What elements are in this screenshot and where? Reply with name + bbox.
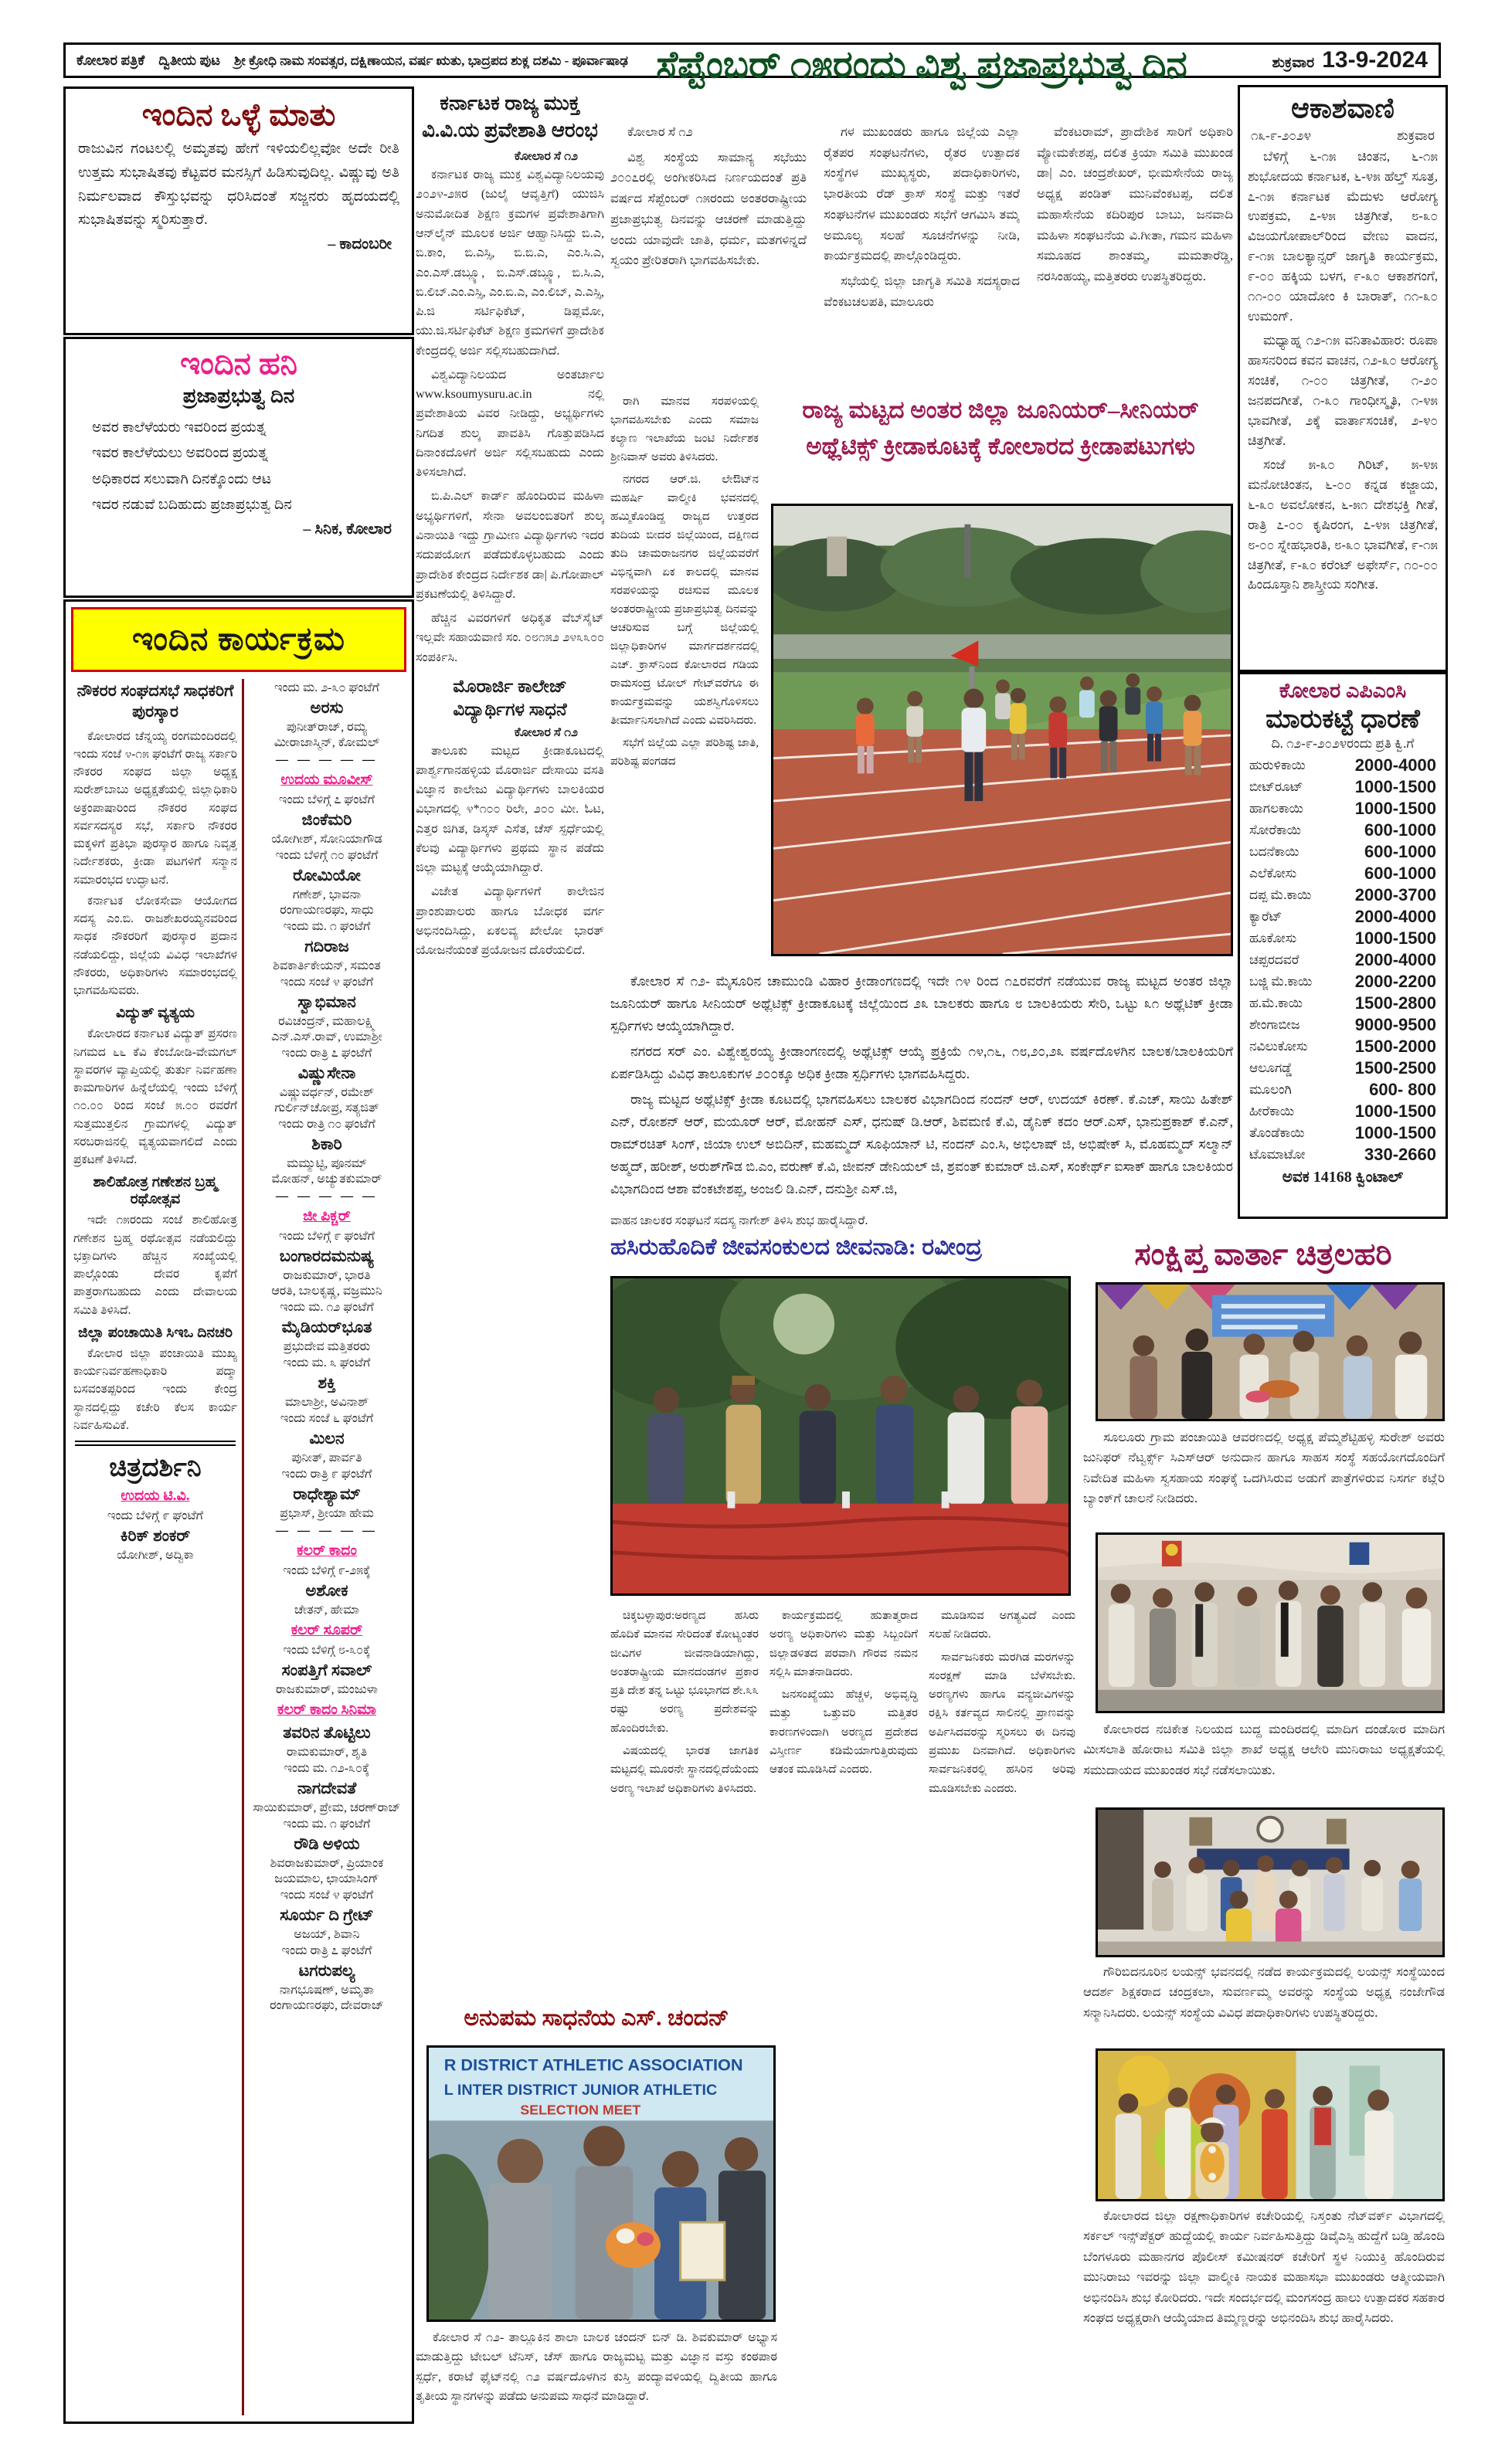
poem-line: ಅಧಿಕಾರದ ಸಲುವಾಗಿ ದಿನಕ್ಕೊಂದು ಆಟ — [92, 470, 272, 487]
listing-item: ಶಿಕಾರಿ — [311, 1135, 342, 1153]
apmc-row — [1240, 1079, 1446, 1101]
apmc-row — [1240, 1014, 1446, 1036]
open-univ-paras — [416, 165, 604, 667]
banner-text-3: SELECTION MEET — [520, 2102, 641, 2118]
listing-item: ರೌಡಿ ಅಳಿಯ — [294, 1834, 360, 1853]
listing-item: ಗಣೇಶ್, ಭಾವನಾ — [292, 888, 362, 901]
program-box — [63, 599, 414, 2424]
program-item: ಕರ್ನಾಟಕ ಲೋಕಸೇವಾ ಆಯೋಗದ ಸದಸ್ಯ ಎಂ.ಬಿ. ರಾಜಶೇಖರಯ್ಯನವರಿಂದ ಸಾಧಕ ನೌಕರರಿಗೆ ಪುರಸ್ಕಾರ ಪ್ರದಾನ ನಡೆಯಲಿದ್ದು, ಜಿಲ್ಲೆಯ ವಿವಿಧ ಇಲಾಖೆಗಳ ನೌಕರರು, ಅಧಿಕಾರಿಗಳು ಸಮಾರಂಭದಲ್ಲಿ ಭಾಗವಹಿಸುವರು. — [73, 894, 237, 998]
commodity-name: ಹಾಗಲಕಾಯಿ — [1249, 801, 1303, 816]
commodity-name: ಹೀರೆಕಾಯಿ — [1249, 1104, 1295, 1118]
apmc-row — [1240, 1036, 1446, 1057]
cutlery-bank-photo-graphic — [1098, 1285, 1442, 1419]
listing-item: ನಾಗದೇವತೆ — [297, 1779, 357, 1797]
morarji-heading: ಮೊರಾರ್ಜಿ ಕಾಲೇಜ್ ವಿದ್ಯಾರ್ಥಿಗಳ ಸಾಧನೆ — [453, 676, 567, 719]
weekday: ಶುಕ್ರವಾರ — [1272, 55, 1315, 71]
commodity-name: ಬೀಟ್‌ರೂಟ್ — [1249, 779, 1303, 794]
good-word-title: ಇಂದಿನ ಒಳ್ಳೆ ಮಾತು — [141, 97, 336, 132]
listing-item: ಶಕ್ತಿ — [318, 1373, 336, 1392]
commodity-name: ದಪ್ಪ ಮೆ.ಕಾಯಿ — [1249, 888, 1312, 902]
paragraph: ಮೂಡಿಸುವ ಅಗತ್ಯವಿದೆ ಎಂದು ಸಲಹೆ ನೀಡಿದರು. — [929, 1610, 1075, 1641]
commodity-name: ಟೊಮಾಟೋ — [1249, 1147, 1306, 1162]
listing-item: ಯೋಗೀಶ್, ಸೋನಿಯಾಗೌಡ — [271, 833, 382, 846]
listing-item: ಪ್ರಭಾಸ್, ಶ್ರೀಯಾ ಹೇಮ — [280, 1507, 374, 1520]
brief-caption-1: ಸೂಲೂರು ಗ್ರಾಮ ಪಂಚಾಯಿತಿ ಆವರಣದಲ್ಲಿ ಅಧ್ಯಕ್ಷ ಪೆಮ್ಮಶೆಟ್ಟಿಹಳ್ಳಿ ಸುರೇಶ್ ಅವರು ಜುನಿಫರ್ ನೆಟ್ವರ್ಕ್ಸ್ ಸಿಎಸ್‌ಆರ್ ಅನುದಾನ ಹಾಗೂ ಸಾಹಸ ಸಂಸ್ಥೆ ಸಹಯೋಗದೊಂದಿಗೆ ನಿವೇದಿತ ಮಹಿಳಾ ಸ್ವಸಹಾಯ ಸಂಘಕ್ಕೆ ಒದಗಿಸಿರುವ ಅಡುಗೆ ಪಾತ್ರೆಗಳಿರುವ ನಿಸರ್ಗ ಕಟ್ಲೆರಿ ಬ್ಯಾಂಕ್‌ಗೆ ಚಾಲನೆ ನೀಡಿದರು. — [1083, 1430, 1445, 1506]
democracy-headline: ಸೆಪ್ಟೆಂಬರ್ ೧೫ರಂದು ವಿಶ್ವ ಪ್ರಜಾಪ್ರಭುತ್ವ ದಿನ — [656, 43, 1187, 86]
apmc-box — [1238, 672, 1448, 1219]
listing-item: ಇಂದು ಸಂಜೆ ೪ ಘಂಟೆಗೆ — [280, 1889, 374, 1902]
paragraph: ಕಾರ್ಯಕ್ರಮದಲ್ಲಿ ಹುತಾತ್ಮರಾದ ಅರಣ್ಯ ಅಧಿಕಾರಿಗಳು ಮತ್ತು ಸಿಬ್ಬಂದಿಗೆ ಜಿಲ್ಲಾಡಳಿತದ ಪರವಾಗಿ ಗೌರವ ನಮನ ಸಲ್ಲಿಸಿ ಮಾತನಾಡಿದರು. — [769, 1610, 918, 1678]
athletics-article — [610, 970, 1233, 1211]
apmc-dateline: ದಿ. ೧೨-೯-೨೦೨೪ರಂದು ಪ್ರತಿ ಕ್ವಿ.ಗೆ — [1271, 736, 1415, 751]
listing-item: ಸಂಪತ್ತಿಗೆ ಸವಾಲ್ — [281, 1661, 372, 1679]
green-col-3 — [929, 1607, 1075, 2418]
anupama-caption: ಕೋಲಾರ ಸೆ ೧೨- ತಾಲ್ಲೂಕಿನ ಶಾಲಾ ಬಾಲಕ ಚಂದನ್ ಬಿನ್ ಡಿ. ಶಿವಕುಮಾರ್ ಅಭ್ಯಾಸ ಮಾಡುತ್ತಿದ್ದು ಟೇಬಲ್ ಟೆನಿಸ್, ಚೆಸ್ ಹಾಗೂ ರಾಜ್ಯಮಟ್ಟ ಮತ್ತು ವಿಜ್ಞಾನ ವಸ್ತು ಕಂಠಪಾಠ ಸ್ಪರ್ಧೆ, ಕರಾಟೆ ಫೈಟ್‌ನಲ್ಲಿ ೧೨ ವರ್ಷದೊಳಗಿನ ಕುಸ್ತಿ ಪಂದ್ಯಾವಳಿಯಲ್ಲಿ ದ್ವಿತೀಯ ಹಾಗೂ ತೃತೀಯ ಸ್ಥಾನಗಳನ್ನು ಪಡೆದು ಅನುಪಮ ಸಾಧನೆ ಮಾಡಿದ್ದಾರೆ. — [416, 2331, 777, 2403]
listing-item: ಮಾಲಾಶ್ರೀ, ಅವಿನಾಶ್ — [284, 1396, 369, 1409]
commodity-price: 600-1000 — [1364, 820, 1436, 840]
radio-box — [1238, 85, 1448, 672]
paragraph: ವಿಶ್ವವಿದ್ಯಾನಿಲಯದ ಅಂತರ್ಜಾಲ www.ksoumysuru.ac.in ನಲ್ಲಿ ಪ್ರವೇಶಾತಿಯ ವಿವರ ನೀಡಿದ್ದು, ಅಭ್ಯರ್ಥಿಗಳು ನಿಗದಿತ ಶುಲ್ಕ ಪಾವತಿಸಿ ಗೊತ್ತುಪಡಿಸಿದ ದಿನಾಂಕದೊಳಗೆ ಅರ್ಜಿ ಸಲ್ಲಿಸಬಹುದು ಎಂದು ತಿಳಿಸಲಾಗಿದೆ. — [416, 368, 604, 480]
schedule-paragraph: ಸಂಜೆ ೫-೩೦ ಗಿರಿಟ್, ೫-೪೫ ಮನೋಚಿಂತನ, ೬-೦೦ ಕನ್ನಡ ಕಜ್ಜಾಯ, ೬-೩೦ ಅವಲೋಕನ, ೬-೫೧ ದೇಶಭಕ್ತಿ ಗೀತೆ, ರಾತ್ರಿ ೭-೦೦ ಕೃಷಿರಂಗ, ೭-೪೫ ಚಿತ್ರಗೀತೆ, ೮-೦೦ ಸ್ನೇಹಭಾರತಿ, ೮-೩೦ ಭಾವಗೀತೆ, ೯-೧೫ ಚಿತ್ರಗೀತೆ, ೯-೩೦ ಕರೆಂಟ್ ಅಫೇರ್ಸ್, ೧೦-೦೦ ಹಿಂದೂಸ್ತಾನಿ ಶಾಸ್ತ್ರೀಯ ಸಂಗೀತ. — [1248, 457, 1438, 592]
commodity-price: 2000-4000 — [1354, 755, 1436, 775]
listing-item: ತವರಿನ ತೊಟ್ಟಿಲು — [283, 1723, 371, 1742]
good-word-body: ರಾಜುವಿನ ಗಂಟಲಲ್ಲಿ ಅಮೃತವು ಹೇಗೆ ಇಳಿಯಲಿಲ್ಲವೋ ಅದೇ ರೀತಿ ಉತ್ತಮ ಸುಭಾಷಿತವು ಕೆಟ್ಟವರ ಮನಸ್ಸಿಗೆ ಹಿಡಿಸುವುದಿಲ್ಲ. ವಿಷ್ಣುವು ಅತಿ ನಿರ್ಮಲವಾದ ಕೌಸ್ತುಭವನ್ನು ಧರಿಸಿದಂತೆ ಸಜ್ಜನರು ಹೃದಯದಲ್ಲಿ ಸುಭಾಷಿತವನ್ನು ಸ್ಮರಿಸುತ್ತಾರೆ. — [78, 141, 399, 229]
commodity-price: 2000-4000 — [1354, 950, 1436, 969]
listing-item: ಸೂರ್ಯ ದಿ ಗ್ರೇಟ್ — [280, 1906, 374, 1924]
listing-item: ಜಿಂಕೆಮರಿ — [301, 810, 352, 829]
apmc-table — [1240, 755, 1446, 1166]
cinema-listings-column — [251, 679, 403, 2415]
apmc-row — [1240, 906, 1446, 928]
apmc-row — [1240, 1122, 1446, 1144]
paragraph: ಬಿ.ಪಿ.ಎಲ್ ಕಾರ್ಡ್ ಹೊಂದಿರುವ ಮಹಿಳಾ ಅಭ್ಯರ್ಥಿಗಳಿಗೆ, ಸೇನಾ ಅವಲಂಬಿತರಿಗೆ ಶುಲ್ಕ ವಿನಾಯಿತಿ ಇದ್ದು ಗ್ರಾಮೀಣ ವಿದ್ಯಾರ್ಥಿಗಳು ಇದರ ಸದುಪಯೋಗ ಪಡೆದುಕೊಳ್ಳಬಹುದು ಎಂದು ಪ್ರಾದೇಶಿಕ ಕೇಂದ್ರದ ನಿರ್ದೇಶಕ ಡಾ| ಪಿ.ಗೋಪಾಲ್ ಪ್ರಕಟಣೆಯಲ್ಲಿ ತಿಳಿಸಿದ್ದಾರೆ. — [416, 490, 604, 601]
athletics-headline — [768, 392, 1233, 464]
apmc-row — [1240, 1144, 1446, 1166]
listing-item: ರಾಮಕುಮಾರ್, ಶೃತಿ — [286, 1746, 368, 1759]
paragraph: ಗಳ ಮುಖಂಡರು ಹಾಗೂ ಜಿಲ್ಲೆಯ ಎಲ್ಲಾ ರೈತಪರ ಸಂಘಟನೆಗಳು, ರೈತರ ಉತ್ಪಾದಕ ಸಂಸ್ಥೆಗಳ ಮುಖ್ಯಸ್ಥರು, ಪದಾಧಿಕಾರಿಗಳು, ಭಾರತೀಯ ರೆಡ್ ಕ್ರಾಸ್ ಸಂಸ್ಥೆ ಮತ್ತು ಇತರೆ ಸಂಘಟನೆಗಳ ಮುಖಂಡರು ಸಭೆಗೆ ಆಗಮಿಸಿ ತಮ್ಮ ಅಮೂಲ್ಯ ಸಲಹೆ ಸೂಚನೆಗಳನ್ನು ನೀಡಿ, ಕಾರ್ಯಕ್ರಮದಲ್ಲಿ ಪಾಲ್ಗೊಂಡಿದ್ದರು. — [824, 124, 1020, 263]
program-banner-title: ಇಂದಿನ ಕಾರ್ಯಕ್ರಮ — [132, 622, 345, 657]
open-univ-dateline: ಕೋಲಾರ ಸೆ ೧೨ — [514, 150, 578, 164]
commodity-price: 1500-2800 — [1354, 993, 1436, 1013]
commodity-price: 1500-2500 — [1354, 1058, 1436, 1078]
commodity-name: ಸೋರೆಕಾಯಿ — [1249, 823, 1302, 837]
paragraph: ಸಭೆಯಲ್ಲಿ ಜಿಲ್ಲಾ ಜಾಗೃತಿ ಸಮಿತಿ ಸದಸ್ಯರಾದ ವೆಂಕಟಚಲಪತಿ, ಮಾಲೂರು — [824, 273, 1020, 309]
listing-item: ಅರಸು — [310, 698, 344, 717]
radio-schedule — [1240, 147, 1446, 595]
democracy-col-3 — [1037, 122, 1233, 388]
democracy-article — [610, 122, 1233, 388]
apmc-title: ಕೋಲಾರ ಎಪಿಎಂಸಿ — [1279, 679, 1407, 702]
brief-caption-3: ಗೌರಿಬಿದನೂರಿನ ಲಯನ್ಸ್ ಭವನದಲ್ಲಿ ನಡೆದ ಕಾರ್ಯಕ್ರಮದಲ್ಲಿ ಲಯನ್ಸ್ ಸಂಸ್ಥೆಯಿಂದ ಆದರ್ಶ ಶಿಕ್ಷಕರಾದ ಚಂದ್ರಕಲಾ, ಸುವರ್ಣಮ್ಮ ಅವರನ್ನು ಸಂಸ್ಥೆಯ ಅಧ್ಯಕ್ಷ ನಂಜೇಗೌಡ ಸನ್ಮಾನಿಸಿದರು. ಲಯನ್ಸ್ ಸಂಸ್ಥೆಯ ವಿವಿಧ ಪದಾಧಿಕಾರಿಗಳು ಉಪಸ್ಥಿತರಿದ್ದರು. — [1083, 1964, 1445, 2020]
photo-lions-felicitation — [1096, 1807, 1445, 1957]
listing-item: ಇಂದು ಬೆಳಿಗ್ಗೆ ೭ ಘಂಟೆಗೆ — [279, 793, 375, 806]
listing-item: ರವಿಚಂದ್ರನ್, ಮಹಾಲಕ್ಷ್ಮಿ — [278, 1015, 375, 1028]
banner-text-1: R DISTRICT ATHLETIC ASSOCIATION — [443, 2055, 743, 2075]
apmc-row — [1240, 971, 1446, 993]
hani-title: ಇಂದಿನ ಹನಿ — [180, 346, 297, 381]
paper-name: ಕೋಲಾರ ಪತ್ರಿಕೆ — [76, 52, 145, 68]
paragraph: ಕೋಲಾರ ಸೆ ೧೨- ಮೈಸೂರಿನ ಚಾಮುಂಡಿ ವಿಹಾರ ಕ್ರೀಡಾಂಗಣದಲ್ಲಿ ಇದೇ ೧೪ ರಿಂದ ೧೭ರವರೆಗೆ ನಡೆಯುವ ರಾಜ್ಯ ಮಟ್ಟದ ಅಂತರ ಜಿಲ್ಲಾ ಜೂನಿಯರ್ ಹಾಗೂ ಸೀನಿಯರ್ ಅಥ್ಲೆಟಿಕ್ಸ್ ಕ್ರೀಡಾಕೂಟಕ್ಕೆ ಜಿಲ್ಲೆಯಿಂದ ೨೩ ಬಾಲಕರು ಹಾಗೂ ೮ ಬಾಲಕಿಯರು ಸೇರಿ, ಒಟ್ಟು ೩೧ ಅಥ್ಲೆಟಿಕ್ ಕ್ರೀಡಾ ಸ್ಪರ್ಧಿಗಳು ಆಯ್ಕೆಯಾಗಿದ್ದಾರೆ. — [610, 973, 1233, 1034]
radio-date: ೧೩-೯-೨೦೨೪ — [1251, 128, 1311, 143]
program-item: ಕೋಲಾರದ ಕರ್ನಾಟಕ ವಿದ್ಯುತ್ ಪ್ರಸರಣ ನಿಗಮದ ೬೬ ಕೆವಿ ಕೆಂಬೋಡಿ-ವೇಮಗಲ್ ಸ್ಥಾವರಗಳ ವ್ಯಾಪ್ತಿಯಲ್ಲಿ ತುರ್ತು ನಿರ್ವಹಣಾ ಕಾಮಗಾರಿಗಳ ಹಿನ್ನೆಲೆಯಲ್ಲಿ ಇಂದು ಬೆಳಿಗ್ಗೆ ೧೦.೦೦ ರಿಂದ ಸಂಜೆ ೫.೦೦ ರವರೆಗೆ ಸುತ್ತಮುತ್ತಲಿನ ಗ್ರಾಮಗಳಲ್ಲಿ ವಿದ್ಯುತ್ ಸರಬರಾಜಿನಲ್ಲಿ ವ್ಯತ್ಯಯವಾಗಲಿದೆ ಎಂದು ಪ್ರಕಟಣೆ ತಿಳಿಸಿದೆ. — [73, 1027, 237, 1167]
commodity-price: 600- 800 — [1369, 1080, 1436, 1099]
athletic-award-photo-graphic — [429, 2048, 773, 2320]
madiga-meeting-photo-graphic — [1098, 1535, 1442, 1711]
paragraph: ತಾಲೂಕು ಮಟ್ಟದ ಕ್ರೀಡಾಕೂಟದಲ್ಲಿ ಪಾರ್ಶ್ವಗಾನಹಳ್ಳಿಯ ಮೊರಾರ್ಜಿ ದೇಸಾಯಿ ವಸತಿ ವಿಜ್ಞಾನ ಕಾಲೇಜು ವಿದ್ಯಾರ್ಥಿಗಳು ಬಾಲಕಿಯರ ವಿಭಾಗದಲ್ಲಿ ೪*೧೦೦ ರಿಲೇ, ೨೦೦ ಮೀ. ಓಟ, ಎತ್ತರ ಜಿಗಿತ, ಡಿಸ್ಕಸ್ ಎಸೆತ, ಚೆಸ್ ಸ್ಪರ್ಧೆಯಲ್ಲಿ ಕೆಲವು ವಿದ್ಯಾರ್ಥಿಗಳು ಪ್ರಥಮ ಸ್ಥಾನ ಪಡೆದು ಜಿಲ್ಲಾ ಮಟ್ಟಕ್ಕೆ ಆಯ್ಕೆಯಾಗಿದ್ದಾರೆ. — [416, 744, 604, 875]
program-item: ಕೋಲಾರ ಜಿಲ್ಲಾ ಪಂಚಾಯಿತಿ ಮುಖ್ಯ ಕಾರ್ಯನಿರ್ವಹಣಾಧಿಕಾರಿ ಪದ್ಮಾ ಬಸವಂತಪ್ಪರಿಂದ ಇಂದು ಕೇಂದ್ರ ಸ್ಥಾನದಲ್ಲಿದ್ದು ಕಚೇರಿ ಕೆಲಸ ಕಾರ್ಯ ನಿರ್ವಹಿಸುವಿಕೆ. — [73, 1346, 237, 1432]
program-item: ಕಿರಿಕ್ ಶಂಕರ್ — [120, 1526, 191, 1546]
apmc-row — [1240, 884, 1446, 906]
apmc-row — [1240, 841, 1446, 863]
athletics-headline-line1: ರಾಜ್ಯ ಮಟ್ಟದ ಅಂತರ ಜಿಲ್ಲಾ ಜೂನಿಯರ್–ಸೀನಿಯರ್ — [802, 396, 1199, 423]
good-word-author: – ಕಾದಂಬರೀ — [328, 236, 392, 253]
brief-caption-2: ಕೋಲಾರದ ನಚಿಕೇತ ನಿಲಯದ ಬುದ್ದ ಮಂದಿರದಲ್ಲಿ ಮಾದಿಗ ದಂಡೋರ ಮಾದಿಗ ಮೀಸಲಾತಿ ಹೋರಾಟ ಸಮಿತಿ ಜಿಲ್ಲಾ ಶಾಖೆ ಅಧ್ಯಕ್ಷ ಆಲೇರಿ ಮುನಿರಾಜು ಅಧ್ಯಕ್ಷತೆಯಲ್ಲಿ ಸಮುದಾಯದ ಮುಖಂಡರ ಸಭೆ ನಡೆಸಲಾಯಿತು. — [1083, 1722, 1445, 1777]
commodity-name: ಹೂಕೋಸು — [1249, 931, 1297, 945]
listing-item: ಇಂದು ರಾತ್ರಿ ೭ ಘಂಟೆಗೆ — [281, 1944, 372, 1957]
paragraph: ಸಾರ್ವಜನಿಕರು ಮರಗಿಡ ಮರಗಳನ್ನು ಸಂರಕ್ಷಣೆ ಮಾಡಿ ಬೆಳೆಸಬೇಕು. ಅರಣ್ಯಗಳು ಹಾಗೂ ವನ್ಯಜೀವಿಗಳನ್ನು ರಕ್ಷಿಸಿ ಕರ್ತವ್ಯದ ಸಾಲಿನಲ್ಲಿ ಪ್ರಾಣವನ್ನು ಅರ್ಪಿಸಿದವರನ್ನು ಸ್ಮರಿಸಲು ಈ ದಿನವು ಪ್ರಮುಖ ದಿನವಾಗಿದೆ. ಅಧಿಕಾರಿಗಳು ಸಾರ್ವಜನಿಕರಲ್ಲಿ ಹಸಿರಿನ ಅರಿವು ಮೂಡಿಸಬೇಕು ಎಂದರು. — [929, 1651, 1075, 1795]
program-divider — [242, 679, 244, 2415]
program-item: ಯೋಗೀಶ್, ಅದ್ವಿಕಾ — [117, 1549, 194, 1563]
commodity-price: 2000-4000 — [1354, 907, 1436, 926]
photo-cutlery-bank — [1096, 1282, 1445, 1421]
listing-item: ಇಂದು ಬೆಳಿಗ್ಗೆ ೧೦ ಘಂಟೆಗೆ — [275, 849, 379, 862]
listing-item: ಇಂದು ಬೆಳಿಗ್ಗೆ ೯-೨೫ಕ್ಕೆ — [283, 1564, 371, 1577]
briefs-heading: ಸಂಕ್ಷಿಪ್ತ ವಾರ್ತಾ ಚಿತ್ರಲಹರಿ — [1134, 1237, 1392, 1271]
listing-item: ಚೇತನ್, ಹೇಮಾ — [294, 1604, 359, 1617]
green-headline: ಹಸಿರುಹೊದಿಕೆ ಜೀವಸಂಕುಲದ ಜೀವನಾಡಿ: ರವೀಂದ್ರ — [610, 1234, 983, 1260]
program-banner — [71, 607, 406, 672]
paragraph: ವಿಜೇತ ವಿದ್ಯಾರ್ಥಿಗಳಿಗೆ ಕಾಲೇಜಿನ ಪ್ರಾಂಶುಪಾಲರು ಹಾಗೂ ಬೋಧಕ ವರ್ಗ ಅಭಿನಂದಿಸಿದ್ದು, ಏಕಲವ್ಯ ಖೇಲೋ ಭಾರತ್ ಯೋಜನೆಯಂತೆ ಪ್ರಯೋಜನ ದೊರೆಯಲಿದೆ. — [416, 885, 604, 958]
green-col-2 — [769, 1607, 918, 2418]
commodity-name: ನವಿಲುಕೋಸು — [1249, 1039, 1308, 1054]
commodity-price: 2000-3700 — [1354, 885, 1436, 904]
apmc-row — [1240, 928, 1446, 949]
stray-line: ವಾಹನ ಚಾಲಕರ ಸಂಘಟನೆ ಸದಸ್ಯ ನಾಗೇಶ್ ತಿಳಿಸಿ ಶುಭ ಹಾರೈಸಿದ್ದಾರೆ. — [610, 1214, 868, 1227]
listing-item: ಇಂದು ಮ. ೨-೩೦ ಘಂಟೆಗೆ — [274, 681, 379, 694]
apmc-row — [1240, 798, 1446, 820]
listing-item: ವಿಷ್ಣುಸೇನಾ — [297, 1064, 356, 1082]
listing-item: ರಾಜಕುಮಾರ್, ಮಂಜುಳಾ — [275, 1683, 379, 1696]
listing-item: ಮೈಡಿಯರ್‌ಭೂತ — [281, 1318, 372, 1336]
apmc-subtitle: ಮಾರುಕಟ್ಟೆ ಧಾರಣೆ — [1265, 705, 1420, 734]
commodity-name: ಚಪ್ಪರದವರೆ — [1249, 952, 1299, 967]
listing-item: ಇಂದು ಮ. ೧ ಘಂಟೆಗೆ — [283, 920, 371, 933]
hani-subtitle: ಪ್ರಜಾಪ್ರಭುತ್ವ ದಿನ — [182, 385, 295, 407]
listing-item: ಟಗರುಪಲ್ಯ — [298, 1961, 355, 1980]
commodity-name: ಹುರುಳಿಕಾಯಿ — [1249, 758, 1306, 772]
listing-item: ಇಂದು ಸಂಜೆ ೪ ಘಂಟೆಗೆ — [280, 976, 374, 989]
listing-item: — — — — — — [276, 753, 378, 766]
commodity-name: ಮೂಲಂಗಿ — [1249, 1082, 1292, 1097]
lions-felicitation-photo-graphic — [1098, 1810, 1442, 1955]
forest-officials-photo-graphic — [613, 1278, 1068, 1593]
open-univ-heading: ಕರ್ನಾಟಕ ರಾಜ್ಯ ಮುಕ್ತ ವಿ.ವಿ.ಯ ಪ್ರವೇಶಾತಿ ಆರಂಭ — [422, 92, 598, 142]
listing-item: ಇಂದು ರಾತ್ರಿ ೧೦ ಘಂಟೆಗೆ — [278, 1118, 375, 1131]
apmc-row — [1240, 776, 1446, 798]
commodity-name: ಬಜ್ಜಿ ಮೆ.ಕಾಯಿ — [1249, 974, 1313, 989]
listing-item: ಉದಯ ಮೂವೀಸ್ — [280, 772, 373, 788]
schedule-paragraph: ಮಧ್ಯಾಹ್ನ ೧೨-೧೫ ವನಿತಾವಿಹಾರ: ರೂಪಾ ಹಾಸನರಿಂದ ಕವನ ವಾಚನ, ೧೨-೩೦ ಆರೋಗ್ಯ ಸಂಚಿಕೆ, ೧-೦೦ ಚಿತ್ರಗೀತೆ, ೧-೨೦ ಜನಪದಗೀತೆ, ೧-೩೦ ಗಾಂಧೀಸ್ಮೃತಿ, ೧-೪೫ ಭಾವಗೀತೆ, ೨ಕ್ಕೆ ವಾರ್ತಾಸಂಚಿಕೆ, ೨-೪೦ ಚಿತ್ರಗೀತೆ. — [1248, 333, 1438, 448]
athletics-headline-line2: ಅಥ್ಲೆಟಿಕ್ಸ್ ಕ್ರೀಡಾಕೂಟಕ್ಕೆ ಕೋಲಾರದ ಕ್ರೀಡಾಪಟುಗಳು — [806, 432, 1195, 460]
paragraph: ಕೋಲಾರ ಸೆ ೧೨ — [627, 124, 693, 139]
paragraph: ಜನಸಂಖ್ಯೆಯು ಹೆಚ್ಚಳ, ಅಭಿವೃದ್ಧಿ ಮತ್ತು ಒತ್ತುವರಿ ಮತ್ತಿತರ ಕಾರಣಗಳಿಂದಾಗಿ ಅರಣ್ಯದ ಪ್ರದೇಶದ ವಿಸ್ತೀರ್ಣ ಕಡಿಮೆಯಾಗುತ್ತಿರುವುದು ಆತಂಕ ಮೂಡಿಸಿದೆ ಎಂದರು. — [769, 1688, 918, 1777]
listing-item: ಸಾಯಿಕುಮಾರ್, ಪ್ರೇಮ, ಚರಣ್‌ರಾಜ್ — [253, 1801, 401, 1814]
paragraph: ಕರ್ನಾಟಕ ರಾಜ್ಯ ಮುಕ್ತ ವಿಶ್ವವಿದ್ಯಾನಿಲಯವು ೨೦೨೪-೨೫ರ (ಜುಲೈ ಆವೃತ್ತಿಗೆ) ಯುಜಿಸಿ ಅನುಮೋದಿತ ಶಿಕ್ಷಣ ಕ್ರಮಗಳ ಪ್ರವೇಶಾತಿಗಾಗಿ ಆನ್‌ಲೈನ್ ಮೂಲಕ ಅರ್ಜಿ ಆಹ್ವಾನಿಸಿದ್ದು ಬಿ.ಎ, ಬಿ.ಕಾಂ, ಬಿ.ಎಸ್ಸಿ, ಬಿ.ಬಿ.ಎ, ಎಂ.ಸಿ.ಎ, ಎಂ.ಎಸ್.ಡಬ್ಲ್ಯೂ, ಬಿ.ಎಸ್.ಡಬ್ಲ್ಯೂ, ಬಿ.ಸಿ.ಎ, ಬಿ.ಲಿಬ್.ಎಂ.ಎಸ್ಸಿ, ಎಂ.ಬಿ.ಎ, ಎಂ.ಲಿಬ್, ಎ.ಎಸ್ಸಿ, ಪಿ.ಜಿ ಸರ್ಟಿಫಿಕೆಟ್, ಡಿಪ್ಲಮೋ, ಯು.ಜಿ.ಸರ್ಟಿಫಿಕೆಟ್ ಶಿಕ್ಷಣ ಕ್ರಮಗಳಿಗೆ ಪ್ರಾದೇಶಿಕ ಕೇಂದ್ರದಲ್ಲಿ ಅರ್ಜಿ ಸಲ್ಲಿಸಬಹುದಾಗಿದೆ. — [416, 168, 604, 358]
program-left-column — [73, 679, 237, 2415]
apmc-row — [1240, 863, 1446, 884]
program-item: ಇದೇ ೧೫ರಂದು ಸಂಜೆ ಶಾಲಿಹೋತ್ರ ಗಣೇಶನ ಬ್ರಹ್ಮ ರಥೋತ್ಸವ ನಡೆಯಲಿದ್ದು ಭಕ್ತಾದಿಗಳು ಹೆಚ್ಚಿನ ಸಂಖ್ಯೆಯಲ್ಲಿ ಪಾಲ್ಗೊಂಡು ದೇವರ ಕೃಪೆಗೆ ಪಾತ್ರರಾಗಬಹುದು ಎಂದು ದೇವಾಲಯ ಸಮಿತಿ ತಿಳಿಸಿದೆ. — [73, 1213, 237, 1317]
photo-athletics-track — [771, 504, 1233, 956]
commodity-name: ಶೇಂಗಾಬೀಜ — [1249, 1017, 1300, 1032]
listing-item: ಇಂದು ಸಂಜೆ ೬ ಘಂಟೆಗೆ — [280, 1412, 374, 1425]
dysp-felicitation-photo-graphic — [1098, 2051, 1442, 2199]
panchanga-line: ಶ್ರೀ ಕ್ರೋಧಿ ನಾಮ ಸಂವತ್ಸರ, ದಕ್ಷಿಣಾಯನ, ವರ್ಷ ಋತು, ಭಾದ್ರಪದ ಶುಕ್ಲ ದಶಮಿ - ಪೂರ್ವಾಷಾಢ — [233, 53, 628, 68]
commodity-name: ಆಲೂಗಡ್ಡೆ — [1249, 1061, 1293, 1075]
listing-item: ಪುನೀತ್, ಪಾರ್ವತಿ — [291, 1451, 362, 1464]
listing-item: ಜೀ ಪಿಕ್ಚರ್ — [303, 1208, 351, 1224]
listing-item: ಬಂಗಾರದಮನುಷ್ಯ — [279, 1247, 375, 1265]
listing-item: ಇಂದು ಬೆಳಿಗ್ಗೆ ೯ ಘಂಟೆಗೆ — [279, 1230, 375, 1243]
hani-box — [63, 337, 414, 598]
hani-poem — [66, 415, 412, 518]
listing-item: ಮಮ್ಮುಟ್ಟಿ, ಪೂನಮ್ — [287, 1157, 367, 1170]
commodity-price: 600-1000 — [1364, 842, 1436, 861]
commodity-price: 330-2660 — [1364, 1145, 1436, 1164]
commodity-price: 1500-2000 — [1354, 1037, 1436, 1056]
good-word-box — [63, 87, 414, 335]
photo-dysp-felicitation — [1096, 2048, 1445, 2201]
listing-item: ರಾಧೇಶ್ಯಾಮ್ — [293, 1485, 361, 1503]
apmc-row — [1240, 1057, 1446, 1079]
listing-item: ಕಲರ್ ಸೂಪರ್ — [290, 1622, 363, 1638]
listing-item: ರೋಮಿಯೋ — [293, 866, 361, 884]
listing-item: ಮೀರಾಜಾಸ್ಮಿನ್, ಕೋಮಲ್ — [273, 736, 380, 749]
athletics-track-photo-graphic — [773, 506, 1231, 954]
commodity-name: ಕ್ಯಾರೆಟ್ — [1249, 909, 1282, 924]
democracy-col-1 — [610, 122, 807, 388]
listing-item: ರಂಗಾಯಣರಘು, ದೇವರಾಜ್ — [270, 1999, 384, 2012]
listing-item: ಇಂದು ರಾತ್ರಿ ೯ ಘಂಟೆಗೆ — [281, 1468, 372, 1481]
listing-item: ಅಜಯ್, ಶಿವಾನಿ — [294, 1928, 360, 1941]
paragraph: ವೆಂಕಟರಾಮ್, ಪ್ರಾದೇಶಿಕ ಸಾರಿಗೆ ಅಧಿಕಾರಿ ವ್ಯೋಮಕೇಶಪ್ಪ, ದಲಿತ ಕ್ರಿಯಾ ಸಮಿತಿ ಮುಖಂಡ ಡಾ| ಎಂ. ಚಂದ್ರಶೇಖರ್, ಭೀಮಸೇನೆಯ ರಾಜ್ಯ ಅಧ್ಯಕ್ಷ ಪಂಡಿತ್ ಮುನಿವೆಂಕಟಪ್ಪ, ದಲಿತ ಮಹಾಸೇನೆಯ ಕದಿರಿಪುರ ಬಾಬು, ಜನವಾದಿ ಮಹಿಳಾ ಸಂಘಟನೆಯ ವಿ.ಗೀತಾ, ಗಮನ ಮಹಿಳಾ ಸಮೂಹದ ಶಾಂತಮ್ಮ, ಮಮತಾರೆಡ್ಡಿ, ನರಸಿಂಹಯ್ಯ, ಮತ್ತಿತರರು ಉಪಸ್ಥಿತರಿದ್ದರು. — [1037, 124, 1233, 284]
listing-item: ಇಂದು ಮ. ೧೨-೩೦ಕ್ಕೆ — [284, 1762, 370, 1775]
apmc-row — [1240, 755, 1446, 776]
program-item: ಕೋಲಾರದ ಚೆನ್ನಯ್ಯ ರಂಗಮಂದಿರದಲ್ಲಿ ಇಂದು ಸಂಜೆ ೪-೧೫ ಘಂಟೆಗೆ ರಾಜ್ಯ ಸರ್ಕಾರಿ ನೌಕರರ ಸಂಘದ ಜಿಲ್ಲಾ ಅಧ್ಯಕ್ಷ ಸುರೇಶ್‌ಬಾಬು ಅಧ್ಯಕ್ಷತೆಯಲ್ಲಿ ಜಿಲ್ಲಾಧಿಕಾರಿ ಅಕ್ರಂಪಾಷಾರಿಂದ ನೌಕರರ ಸಂಘದ ಸರ್ವಸದಸ್ಯರ ಸಭೆ, ಸರ್ಕಾರಿ ನೌಕರರ ಮಕ್ಕಳಿಗೆ ಪ್ರತಿಭಾ ಪುರಸ್ಕಾರ ಹಾಗೂ ನಿವೃತ್ತ ನಿರ್ದೇಶಕರು, ಕ್ರೀಡಾ ಪಟಗಳಿಗೆ ಸನ್ಮಾನ ಸಮಾರಂಭದ ಉದ್ಘಾಟನೆ. — [73, 729, 237, 887]
date: 13-9-2024 — [1322, 47, 1428, 73]
listing-item: ಪ್ರಭುದೇವ ಮತ್ತಿತರರು — [283, 1340, 371, 1353]
commodity-price: 1000-1500 — [1354, 777, 1436, 796]
commodity-name: ತೊಂಡೆಕಾಯಿ — [1249, 1125, 1305, 1140]
open-univ-article — [416, 87, 604, 1999]
listing-item: ವಿಷ್ಣುವರ್ಧನ್, ರಮೇಶ್ — [279, 1086, 375, 1099]
listing-item: ಇಂದು ಬೆಳಿಗ್ಗೆ ೮-೩೦ಕ್ಕೆ — [283, 1644, 371, 1657]
commodity-price: 1000-1500 — [1354, 1123, 1436, 1142]
listing-item: ಪುನೀತ್‌ರಾಜ್, ರಮ್ಯ — [286, 721, 368, 734]
listing-item: — — — — — — [276, 1524, 378, 1537]
program-item: ವಿದ್ಯುತ್ ವ್ಯತ್ಯಯ — [115, 1005, 195, 1022]
morarji-dateline: ಕೋಲಾರ ಸೆ ೧೨ — [514, 725, 578, 739]
listing-item: ಇಂದು ಮ. ೧೨ ಘಂಟೆಗೆ — [280, 1301, 374, 1314]
poem-line: ಇವರ ಕಾಲೆಳೆಯಲು ಅವರಿಂದ ಪ್ರಯತ್ನ — [92, 445, 268, 462]
paragraph: ನಗರದ ಆರ್.ಜಿ. ಲೇಔಟ್‌ನ ಮಹರ್ಷಿ ವಾಲ್ಮೀಕಿ ಭವನದಲ್ಲಿ ಹಮ್ಮಿಕೊಂಡಿದ್ದ ರಾಜ್ಯದ ಉತ್ತರದ ತುದಿಯ ಬೀದರ ಜಿಲ್ಲೆಯಿಂದ, ದಕ್ಷಿಣದ ತುದಿ ಚಾಮರಾಜನಗರ ಜಿಲ್ಲೆಯವರೆಗೆ ವಿಭಿನ್ನವಾಗಿ ಏಕ ಕಾಲದಲ್ಲಿ ಮಾನವ ಸರಪಳಿಯನ್ನು ರಚಿಸುವ ಮೂಲಕ ಅಂತರರಾಷ್ಟ್ರೀಯ ಪ್ರಜಾಪ್ರಭುತ್ವ ದಿನವನ್ನು ಆಚರಿಸುವ ಬಗ್ಗೆ ಜಿಲ್ಲೆಯಲ್ಲಿ ಜಿಲ್ಲಾಧಿಕಾರಿಗಳ ಮಾರ್ಗದರ್ಶನದಲ್ಲಿ ಎಚ್. ಕ್ರಾಸ್‌ನಿಂದ ಕೋಲಾರದ ಗಡಿಯ ರಾಮಸಂದ್ರ ಟೋಲ್ ಗೇಟ್‌ವರೆಗೂ ಈ ಕಾರ್ಯಕ್ರಮವನ್ನು ಯಶಸ್ವಿಗೊಳಿಸಲು ತೀರ್ಮಾನಿಸಲಾಗಿದೆ ಎಂದು ವಿವರಿಸಿದರು. — [610, 473, 759, 727]
listing-item: ಇಂದು ರಾತ್ರಿ ೭ ಘಂಟೆಗೆ — [281, 1047, 372, 1060]
paragraph: ಸಭೆಗೆ ಜಿಲ್ಲೆಯ ಎಲ್ಲಾ ಪರಿಶಿಷ್ಟ ಜಾತಿ, ಪರಿಶಿಷ್ಟ ಪಂಗಡದ — [610, 737, 759, 768]
apmc-row — [1240, 820, 1446, 841]
listing-item: ಕಲರ್ ಕಾದಂ — [297, 1543, 357, 1559]
democracy-col-2 — [824, 122, 1020, 388]
apmc-row — [1240, 1101, 1446, 1122]
poem-line: ಅವರ ಕಾಲೆಳೆಯರು ಇವರಿಂದ ಪ್ರಯತ್ನ — [92, 419, 267, 436]
apmc-row — [1240, 993, 1446, 1014]
listing-item: ಮೋಹನ್, ಅಚ್ಯುತಕುಮಾರ್ — [271, 1173, 382, 1186]
commodity-price: 1000-1500 — [1354, 928, 1436, 948]
commodity-price: 1000-1500 — [1354, 799, 1436, 818]
brief-caption-4: ಕೋಲಾರದ ಜಿಲ್ಲಾ ರಕ್ಷಣಾಧಿಕಾರಿಗಳ ಕಚೇರಿಯಲ್ಲಿ ನಿಸ್ತಂತು ನೆಟ್‌ವರ್ಕ್ ವಿಭಾಗದಲ್ಲಿ ಸರ್ಕಲ್ ಇನ್ಸ್‌ಪೆಕ್ಟರ್ ಹುದ್ದೆಯಲ್ಲಿ ಕಾರ್ಯ ನಿರ್ವಹಿಸುತ್ತಿದ್ದು ಡಿವೈಎಸ್ಪಿ ಹುದ್ದೆಗೆ ಬಡ್ತಿ ಹೊಂದಿ ಬೆಂಗಳೂರು ಮಹಾನಗರ ಪೊಲೀಸ್ ಕಮೀಷನರ್ ಕಚೇರಿಗೆ ಸ್ಥಳ ನಿಯುಕ್ತಿ ಹೊಂದಿರುವ ಮುನಿರಾಜು ಇವರನ್ನು ಜಿಲ್ಲಾ ವಾಲ್ಮೀಕಿ ನಾಯಕ ಮಹಾಸಭಾ ಮುಖಂಡರು ಆತ್ಮೀಯವಾಗಿ ಅಭಿನಂದಿಸಿ ಶುಭ ಕೋರಿದರು. ಇದೇ ಸಂದರ್ಭದಲ್ಲಿ ಮಂಗಸಂದ್ರ ಹಾಲು ಉತ್ಪಾದಕರ ಸಹಕಾರ ಸಂಘದ ಅಧ್ಯಕ್ಷರಾಗಿ ಆಯ್ಕೆಯಾದ ತಿಮ್ಮಣ್ಣರನ್ನು ಅಭಿನಂದಿಸಿ ಶುಭ ಹಾರೈಸಿದರು. — [1083, 2208, 1445, 2325]
hani-author: – ಸಿನಿಕ, ಕೋಲಾರ — [303, 521, 392, 538]
listing-item: ಶಿವರಾಜಕುಮಾರ್, ಪ್ರಿಯಾಂಕ — [270, 1857, 384, 1870]
photo-forest-officials — [610, 1276, 1071, 1596]
commodity-name: ಎಲೆಕೋಸು — [1249, 866, 1297, 881]
photo-athletic-award — [426, 2045, 776, 2322]
listing-item: ಶಿವಕಾರ್ತಿಕೇಯನ್, ಸಮಂತ — [273, 959, 381, 972]
paragraph: ವಿಷಯದಲ್ಲಿ ಭಾರತ ಜಾಗತಿಕ ಮಟ್ಟದಲ್ಲಿ ಮೂರನೇ ಸ್ಥಾನದಲ್ಲಿದೆಯೆಂದು ಅರಣ್ಯ ಇಲಾಖೆ ಅಧಿಕಾರಿಗಳು ತಿಳಿಸಿದರು. — [610, 1745, 759, 1795]
commodity-price: 9000-9500 — [1354, 1015, 1436, 1034]
listing-item: ರಂಗಾಯಣರಘು, ಸಾಧು — [280, 904, 374, 917]
listing-item: ರಾಜಕುಮಾರ್, ಭಾರತಿ — [283, 1269, 371, 1282]
program-item: ಶಾಲಿಹೋತ್ರ ಗಣೇಶನ ಬ್ರಹ್ಮ ರಥೋತ್ಸವ — [93, 1174, 218, 1208]
listing-item: ಜಯಮಾಲ, ಛಾಯಾಸಿಂಗ್ — [274, 1872, 379, 1885]
anupama-heading: ಅನುಪಮ ಸಾಧನೆಯ ಎಸ್. ಚಂದನ್ — [464, 2005, 729, 2031]
commodity-name: ಬದನೆಕಾಯಿ — [1249, 844, 1299, 859]
listing-item: ಮಿಲನ — [309, 1429, 345, 1448]
paragraph: ಚಿಕ್ಕಬಳ್ಳಾಪುರ:ಅರಣ್ಯದ ಹಸಿರು ಹೊದಿಕೆ ಮಾನವ ಸೇರಿದಂತೆ ಕೋಟ್ಯಂತರ ಜೀವಿಗಳ ಜೀವನಾಡಿಯಾಗಿದ್ದು, ಅಂತರಾಷ್ಟ್ರೀಯ ಮಾನದಂಡಗಳ ಪ್ರಕಾರ ಪ್ರತಿ ದೇಶ ತನ್ನ ಒಟ್ಟು ಭೂಭಾಗದ ಶೇ.೩೩ ರಷ್ಟು ಅರಣ್ಯ ಪ್ರದೇಶವನ್ನು ಹೊಂದಿರಬೇಕು. — [610, 1610, 759, 1735]
listing-item: ಇಂದು ಮ. ೧ ಘಂಟೆಗೆ — [283, 1817, 371, 1831]
listing-item: ಆರತಿ, ಬಾಲಕೃಷ್ಣ, ವಜ್ರಮುನಿ — [271, 1285, 382, 1298]
radio-title: ಆಕಾಶವಾಣಿ — [1291, 93, 1395, 124]
paragraph: ವಿಶ್ವ ಸಂಸ್ಥೆಯ ಸಾಮಾನ್ಯ ಸಭೆಯು ೨೦೦೭ರಲ್ಲಿ ಅಂಗೀಕರಿಸಿದ ನಿರ್ಣಯದಂತೆ ಪ್ರತಿ ವರ್ಷದ ಸೆಪ್ಟೆಂಬರ್ ೧೫ರಂದು ಅಂತರರಾಷ್ಟ್ರೀಯ ಪ್ರಜಾಪ್ರಭುತ್ವ ದಿನವನ್ನು ಆಚರಣೆ ಮಾಡುತ್ತಿದ್ದು ಅಂದು ಯಾವುದೇ ಜಾತಿ, ಧರ್ಮ, ಮತಗಳಿನ್ನದೆ ಸ್ವಯಂ ಪ್ರೇರಿತರಾಗಿ ಭಾಗವಹಿಸಬೇಕು. — [610, 149, 807, 268]
listing-item: ಗುರ್ಲಿನ್‌ಚೋಪ್ರ, ಸತ್ಯಜಿತ್ — [274, 1101, 379, 1115]
green-col-1 — [610, 1607, 759, 1993]
paragraph: ಹೆಚ್ಚಿನ ವಿವರಗಳಿಗೆ ಅಧಿಕೃತ ವೆಬ್‌ಸೈಟ್ ಇಲ್ಲವೇ ಸಹಾಯವಾಣಿ ಸಂ. ೦೮೧೫೨ ೨೪೩೩೦೦ ಸಂಪರ್ಕಿಸಿ. — [416, 612, 604, 664]
listing-item: ನಾಗಭೂಷಣ್, ಅಮೃತಾ — [279, 1984, 375, 1997]
program-item: ಜಿಲ್ಲಾ ಪಂಚಾಯಿತಿ ಸಿಇಒ ದಿನಚರಿ — [77, 1324, 233, 1341]
commodity-price: 2000-2200 — [1354, 972, 1436, 991]
listing-item: ಇಂದು ಮ. ೩ ಘಂಟೆಗೆ — [283, 1356, 371, 1369]
program-item: ಇಂದು ಬೆಳಿಗ್ಗೆ ೯ ಘಂಟೆಗೆ — [107, 1509, 203, 1523]
program-item: ನೌಕರರ ಸಂಘದಸಭೆ ಸಾಧಕರಿಗೆ ಪುರಸ್ಕಾರ — [76, 681, 234, 721]
radio-day: ಶುಕ್ರವಾರ — [1397, 128, 1435, 143]
page-label: ದ್ವಿತೀಯ ಪುಟ — [158, 52, 220, 68]
paragraph: ರಾಗಿ ಮಾನವ ಸರಪಳಿಯಲ್ಲಿ ಭಾಗವಹಿಸಬೇಕು ಎಂದು ಸಮಾಜ ಕಲ್ಯಾಣ ಇಲಾಖೆಯ ಜಂಟಿ ನಿರ್ದೇಶಕ ಶ್ರೀನಿವಾಸ್ ಅವರು ತಿಳಿಸಿದರು. — [610, 395, 759, 463]
apmc-row — [1240, 949, 1446, 971]
listing-item: ಕಲರ್ ಕಾದಂ ಸಿನಿಮಾ — [277, 1702, 376, 1718]
paragraph: ರಾಜ್ಯ ಮಟ್ಟದ ಅಥ್ಲೆಟಿಕ್ಸ್ ಕ್ರೀಡಾ ಕೂಟದಲ್ಲಿ ಭಾಗವಹಿಸಲು ಬಾಲಕರ ವಿಭಾಗದಿಂದ ನಂದನ್ ಆರ್, ಉದಯ್ ಕಿರಣ್. ಕೆ.ಎಚ್, ಸಾಯಿ ಹಿತೇಶ್ ಎನ್, ರೋಶನ್ ಆರ್, ಮಯೂರ್ ಆರ್, ಮೋಹನ್ ಎಸ್, ಧನುಷ್ ಡಿ.ಆರ್, ಶಿವಮಣಿ ಕೆ.ವಿ, ಡೈನಿಕ್ ಕದಂ ಆರ್.ಎಸ್, ಭಾನುಪ್ರಕಾಶ್ ಕೆ.ಎನ್, ರಾಮ್‌ರಚಿತ್ ಸಿಂಗ್, ಜಿಯಾ ಉಲ್ ಅಬಿದಿನ್, ಮಹಮ್ಮದ್ ಸೂಫಿಯಾನ್ ಟಿ, ನಂದನ್ ಎಂ.ಸಿ, ಅಭಿಲಾಷ್ ಜಿ, ಅಭಿಷೇಕ್ ಸಿ, ಮೊಹಮ್ಮದ್ ಸಲ್ಮಾನ್ ಅಹ್ಮದ್, ಹರೀಶ್, ಅರುಶ್‌ಗೌಡ ಬಿ.ಎಂ, ವರುಣ್ ಕೆ.ವಿ, ಜೀವನ್ ಡೇನಿಯಲ್ ಜಿ, ಶ್ರವಂತ್ ಕುಮಾರ್ ಜಿ.ಎಸ್, ಸಂಕೇರ್ಥ್ ಐಸಾಕ್ ಹಾಗೂ ಬಾಲಕಿಯರ ವಿಭಾಗದಿಂದ ಆಶಾ ವೆಂಕಟೇಶಪ್ಪ, ಅಂಜಲಿ ಡಿ.ಎನ್, ದನುಶ್ರೀ ಎಸ್.ಜಿ, — [610, 1091, 1233, 1197]
listing-item: ಗದಿರಾಜ — [304, 937, 349, 955]
commodity-name: ಹ.ಮೆ.ಕಾಯಿ — [1249, 996, 1303, 1010]
photo-madiga-meeting — [1096, 1532, 1445, 1713]
poem-line: ಇದರ ನಡುವೆ ಬದಿಹುದು ಪ್ರಜಾಪ್ರಭುತ್ವ ದಿನ — [92, 496, 292, 513]
listing-item: ಸ್ವಾಭಿಮಾನ — [297, 993, 356, 1011]
program-item — [75, 1441, 236, 1446]
listing-item: — — — — — — [276, 1190, 378, 1203]
program-item: ಉದಯ ಟಿ.ವಿ. — [121, 1488, 190, 1505]
listing-item: ಅಶೋಕ — [305, 1581, 348, 1600]
schedule-paragraph: ಬೆಳಿಗ್ಗೆ ೬-೧೫ ಚಿಂತನ, ೬-೧೫ ಶುಭೋದಯ ಕರ್ನಾಟಕ, ೬-೪೫ ಹೆಲ್ತ್ ಸೂತ್ರ, ೭-೧೫ ಕರ್ನಾಟಕ ಮೆದುಳು ಆರೋಗ್ಯ ಉಪಕ್ರಮ, ೭-೪೫ ಚಿತ್ರಗೀತೆ, ೮-೩೦ ವಿಜಯಗೋಪಾಲ್‌ರಿಂದ ವೇಣು ವಾದನ, ೯-೧೫ ಬಾಲಕ್ಯಾನ್ಸರ್ ಜಾಗೃತಿ ಕಾರ್ಯಕ್ರಮ, ೯-೦೦ ಹಕ್ಕಿಯ ಬಳಗ, ೯-೩೦ ಆಕಾಶಗಂಗೆ, ೧೧-೦೦ ಯಾದೋಂ ಕಿ ಬಾರಾತ್, ೧೧-೩೦ ಉಮಂಗ್. — [1248, 149, 1438, 324]
morarji-paras — [416, 742, 604, 961]
paragraph: ನಗರದ ಸರ್ ಎಂ. ವಿಶ್ವೇಶ್ವರಯ್ಯ ಕ್ರೀಡಾಂಗಣದಲ್ಲಿ ಅಥ್ಲೆಟಿಕ್ಸ್ ಆಯ್ಕೆ ಪ್ರಕ್ರಿಯೆ ೧೪,೧೬, ೧೮,೨೦,೨೩ ವರ್ಷದೊಳಗಿನ ಬಾಲಕ/ಬಾಲಕಿಯರಿಗೆ ಏರ್ಪಡಿಸಿದ್ದು ವಿವಿಧ ತಾಲೂಕುಗಳ ೨೦೦ಕ್ಕೂ ಅಧಿಕ ಕ್ರೀಡಾ ಸ್ಪರ್ಧಿಗಳು ಭಾಗವಹಿಸಿದ್ದರು. — [610, 1044, 1233, 1082]
commodity-price: 1000-1500 — [1354, 1101, 1436, 1121]
listing-item: ಎನ್.ಎಸ್.ರಾವ್, ಉಮಾಶ್ರೀ — [271, 1030, 382, 1044]
banner-text-2: L INTER DISTRICT JUNIOR ATHLETIC — [443, 2081, 718, 2099]
program-item: ಚಿತ್ರದರ್ಶಿನಿ — [109, 1454, 202, 1483]
commodity-price: 600-1000 — [1364, 864, 1436, 883]
democracy-continuation-col — [610, 392, 759, 966]
apmc-footer: ಅವಕ 14168 ಕ್ವಿಂಟಾಲ್ — [1282, 1169, 1404, 1186]
